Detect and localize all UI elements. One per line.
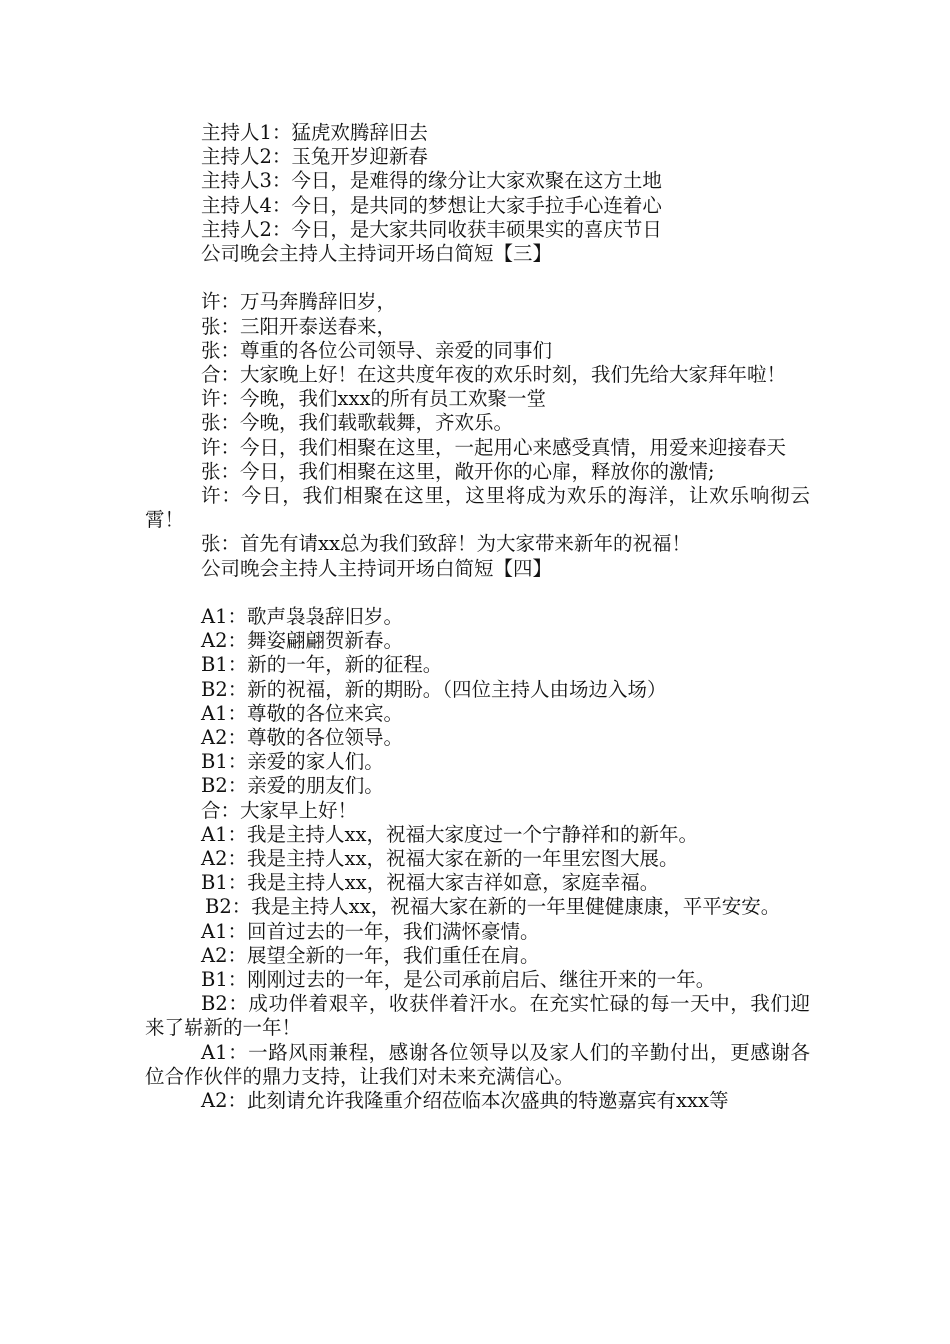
paragraph: A2：我是主持人xx，祝福大家在新的一年里宏图大展。 [201,847,679,871]
paragraph: B1：刚刚过去的一年，是公司承前启后、继往开来的一年。 [201,968,716,992]
blank-line [145,266,810,290]
paragraph: 许：今晚，我们xxx的所有员工欢聚一堂 [201,387,546,411]
paragraph: A1：一路风雨兼程，感谢各位领导以及家人们的辛勤付出，更感谢各位合作伙伴的鼎力支持，让我们对未来充满信心。 [145,1040,810,1088]
paragraph: A1：我是主持人xx，祝福大家度过一个宁静祥和的新年。 [201,822,698,846]
paragraph: 许：今日，我们相聚在这里，这里将成为欢乐的海洋，让欢乐响彻云霄！ [145,484,810,532]
paragraph: 张：三阳开泰送春来， [201,314,397,338]
paragraph: 张：尊重的各位公司领导、亲爱的同事们 [201,338,553,362]
paragraph: 主持人2：玉兔开岁迎新春 [201,145,428,169]
paragraph: 合：大家晚上好！在这共度年夜的欢乐时刻，我们先给大家拜年啦！ [201,363,787,387]
paragraph: 主持人2：今日，是大家共同收获丰硕果实的喜庆节日 [201,217,662,241]
paragraph: A2：尊敬的各位领导。 [201,726,403,750]
paragraph: A1：回首过去的一年，我们满怀豪情。 [201,919,540,943]
paragraph: 张：首先有请xx总为我们致辞！为大家带来新年的祝福！ [201,532,691,556]
paragraph: B1：新的一年，新的征程。 [201,653,443,677]
paragraph: B2：成功伴着艰辛，收获伴着汗水。在充实忙碌的每一天中，我们迎来了崭新的一年！ [145,992,810,1040]
paragraph: 合：大家早上好！ [201,798,358,822]
paragraph: 许：今日，我们相聚在这里，一起用心来感受真情，用爱来迎接春天 [201,435,787,459]
paragraph: B2：亲爱的朋友们。 [201,774,384,798]
paragraph: B1：我是主持人xx，祝福大家吉祥如意，家庭幸福。 [201,871,660,895]
paragraph: A2：展望全新的一年，我们重任在肩。 [201,943,540,967]
paragraph: B2：新的祝福，新的期盼。（四位主持人由场边入场） [201,677,667,701]
paragraph: 主持人3：今日，是难得的缘分让大家欢聚在这方土地 [201,169,662,193]
blank-line [145,581,810,605]
paragraph: B2：我是主持人xx，祝福大家在新的一年里健健康康，平平安安。 [205,895,781,919]
paragraph: A2：此刻请允许我隆重介绍莅临本次盛典的特邀嘉宾有xxx等 [201,1089,729,1113]
document-page [145,121,810,1113]
paragraph: 许：万马奔腾辞旧岁， [201,290,397,314]
section-heading: 公司晚会主持人主持词开场白简短【三】 [201,242,553,266]
paragraph: A2：舞姿翩翩贺新春。 [201,629,403,653]
paragraph: 张：今晚，我们载歌载舞，齐欢乐。 [201,411,514,435]
paragraph: A1：尊敬的各位来宾。 [201,701,403,725]
paragraph: 主持人1：猛虎欢腾辞旧去 [201,121,428,144]
paragraph: 张：今日，我们相聚在这里，敞开你的心扉，释放你的激情; [201,459,715,483]
section-heading: 公司晚会主持人主持词开场白简短【四】 [201,556,553,580]
paragraph: A1：歌声袅袅辞旧岁。 [201,605,403,629]
paragraph: B1：亲爱的家人们。 [201,750,384,774]
paragraph: 主持人4：今日，是共同的梦想让大家手拉手心连着心 [201,193,662,217]
